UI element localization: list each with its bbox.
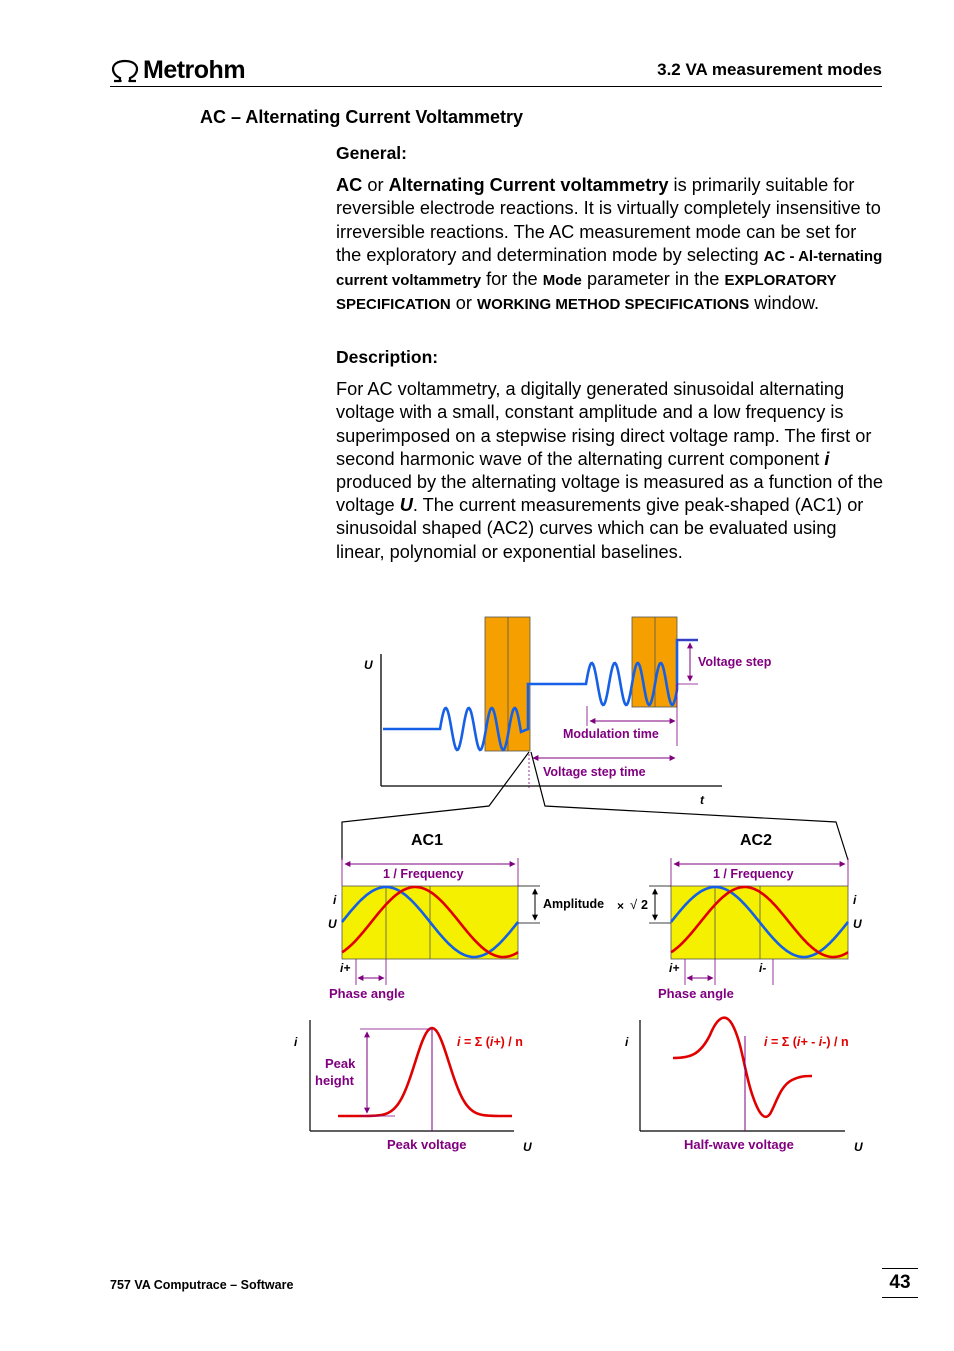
ac1-phase-angle-label: Phase angle	[329, 986, 405, 1001]
footer-product: 757 VA Computrace – Software	[110, 1278, 294, 1292]
ac2-panel	[625, 832, 863, 1154]
peak-height-label: height	[315, 1073, 354, 1088]
text-run: window.	[749, 293, 820, 314]
top-y-label: U	[364, 658, 373, 672]
voltage-step-label: Voltage step	[698, 655, 772, 669]
ac2-graph-y-label: i	[625, 1035, 629, 1049]
ac1-graph-y-label: i	[294, 1035, 298, 1049]
page-number: 43	[889, 1272, 911, 1293]
top-x-label: t	[700, 793, 704, 807]
text-run: is primarily suitable for reversible electrode reactions. It is virtually completely insensitive to irreversible reactions. The AC measurement mode can be set for the exploratory and determination mode by selecting	[336, 175, 881, 265]
section-header: 3.2 VA measurement modes	[657, 60, 882, 79]
modulation-time-label: Modulation time	[563, 727, 659, 741]
peak-height-label: Peak	[325, 1056, 356, 1071]
ac2-iminus-label: i-	[759, 961, 767, 975]
ac2-i-label: i	[853, 893, 857, 907]
footer-rule	[882, 1268, 918, 1269]
ac1-panel	[294, 832, 648, 1154]
section-title: AC – Alternating Current Voltammetry	[200, 107, 524, 127]
ac1-iplus-label: i+	[340, 961, 351, 975]
voltage-time-plot	[342, 617, 848, 860]
ac2-u-label: U	[853, 917, 862, 931]
formula-part: i+	[489, 1035, 501, 1049]
formula-part: = Σ (	[767, 1035, 797, 1049]
mode-param: Mode	[542, 272, 582, 290]
general-heading: General:	[336, 143, 407, 163]
text-run: or	[362, 175, 389, 196]
peak-voltage-label: Peak voltage	[387, 1137, 467, 1152]
formula-part: = Σ (	[460, 1035, 490, 1049]
footer-rule	[882, 1297, 918, 1298]
voltage-symbol: U	[399, 495, 413, 516]
ac1-graph-x-label: U	[523, 1140, 532, 1154]
ac2-graph-x-label: U	[854, 1140, 863, 1154]
ac2-phase-angle-label: Phase angle	[658, 986, 734, 1001]
mode-value: AC - Al-ternating current voltammetry	[336, 247, 883, 290]
formula-part: ) / n	[500, 1035, 523, 1049]
ac2-derivative-curve	[673, 1018, 812, 1117]
amplitude-sqrt: √	[630, 897, 638, 912]
amplitude-two: 2	[641, 898, 648, 912]
ac1-frequency-label: 1 / Frequency	[383, 867, 464, 881]
voltage-step-time-label: Voltage step time	[543, 765, 646, 779]
text-run: For AC voltammetry, a digitally generated sinusoidal alternating voltage with a small, constant amplitude and a low frequency is superimposed on a stepwise rising direct voltage ramp. The first or second harmonic wave of the alternating current component	[336, 379, 872, 469]
exploratory-window: EXPLORATORY SPECIFICATION	[336, 272, 837, 314]
ac1-formula	[457, 1035, 523, 1049]
working-window: WORKING METHOD SPECIFICATIONS	[477, 296, 750, 314]
amplitude-label: Amplitude	[543, 897, 605, 911]
brand-name: Metrohm	[143, 56, 246, 84]
text-run: produced by the alternating voltage is measured as a function of the voltage	[336, 472, 883, 516]
formula-i: i	[457, 1035, 461, 1049]
current-symbol: i	[824, 448, 830, 469]
ac2-title: AC2	[740, 832, 773, 849]
text-run: . The current measurements give peak-shaped (AC1) or sinusoidal shaped (AC2) curves which can be evaluated using linear, polynomial or exponential baselines.	[336, 495, 864, 562]
half-wave-voltage-label: Half-wave voltage	[684, 1137, 794, 1152]
ac-term: AC	[336, 175, 363, 196]
formula-part: ) / n	[826, 1035, 849, 1049]
ac1-u-label: U	[328, 917, 337, 931]
text-run: or	[450, 293, 478, 314]
ac1-i-label: i	[333, 893, 337, 907]
text-run: parameter in the	[581, 269, 725, 290]
description-heading: Description:	[336, 347, 439, 367]
formula-part: i+ - i-	[796, 1035, 827, 1049]
text-run: for the	[481, 269, 543, 290]
ac1-title: AC1	[411, 832, 444, 849]
ac-full-term: Alternating Current voltammetry	[388, 175, 669, 196]
ac2-iplus-label: i+	[669, 961, 680, 975]
formula-i: i	[764, 1035, 768, 1049]
amplitude-times: ×	[617, 899, 625, 913]
ac2-frequency-label: 1 / Frequency	[713, 867, 794, 881]
ac2-formula	[764, 1035, 849, 1049]
